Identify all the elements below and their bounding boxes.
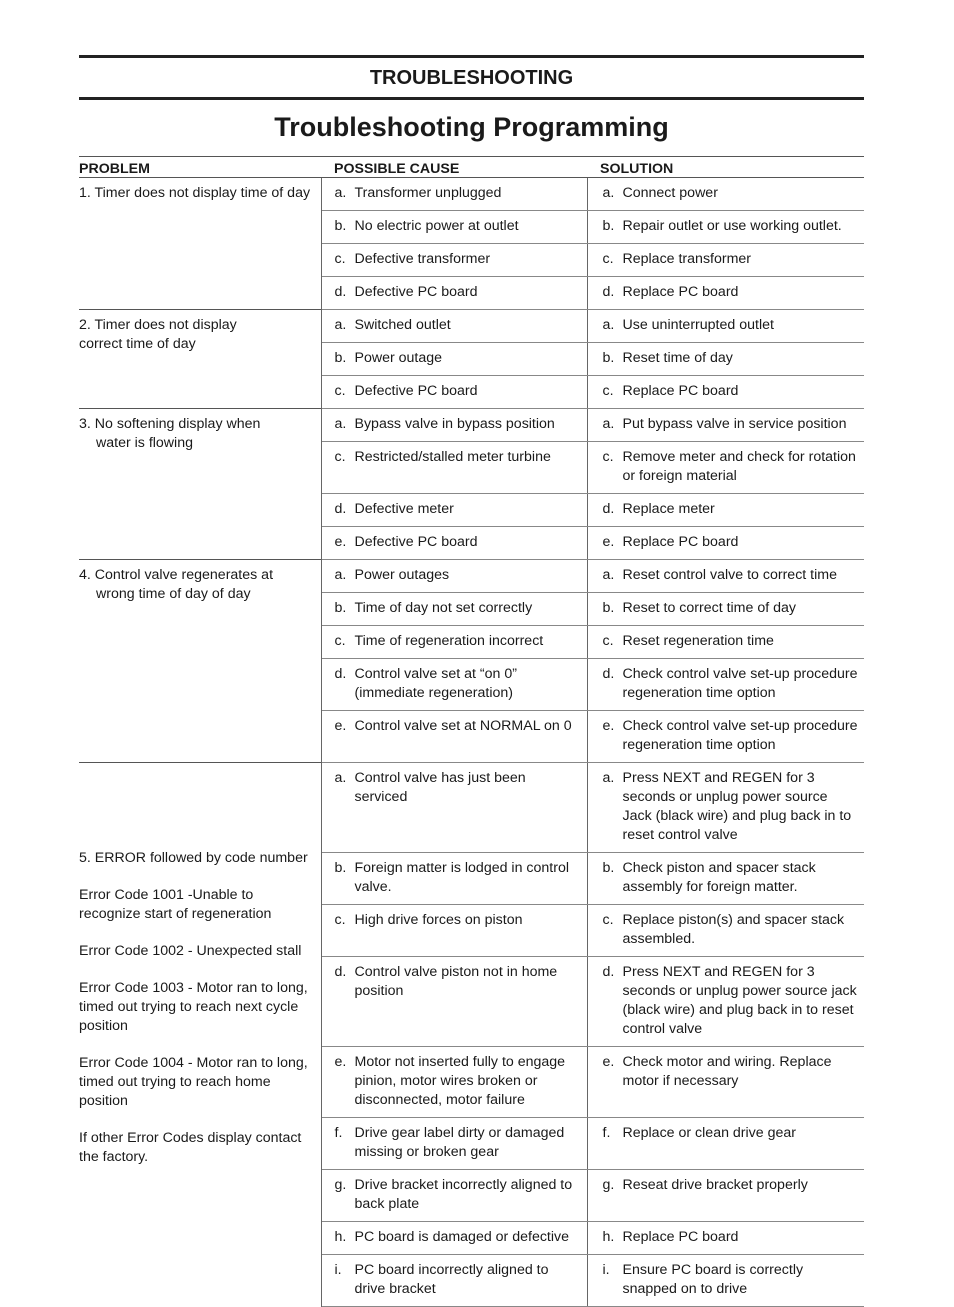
item-letter: e. [602, 534, 615, 550]
problem-text: Error Code 1001 -Unable to recognize start of regeneration [79, 887, 272, 922]
problem-cell [79, 763, 321, 1307]
item-text: Check control valve set-up procedure regeneration time option [622, 718, 858, 753]
item-text: Defective transformer [354, 251, 491, 267]
item-text: High drive forces on piston [354, 912, 523, 928]
table-row [79, 178, 864, 211]
list-item [603, 217, 859, 236]
item-letter: a. [602, 567, 615, 583]
item-text: Press NEXT and REGEN for 3 seconds or unplug power source jack (black wire) and plug back in to reset control valve [622, 964, 857, 1037]
item-letter: b. [602, 600, 615, 616]
item-text: Transformer unplugged [354, 185, 502, 201]
item-text: Replace PC board [622, 1229, 739, 1245]
list-item [335, 1176, 581, 1214]
cause-cell [321, 1170, 587, 1222]
item-letter: d. [602, 501, 615, 517]
list-item [335, 533, 581, 552]
solution-cell [587, 178, 864, 211]
problem-text: If other Error Codes display contact the factory. [79, 1130, 302, 1165]
cause-cell [321, 659, 587, 711]
item-text: Reseat drive bracket properly [622, 1177, 808, 1193]
item-text: Replace or clean drive gear [622, 1125, 796, 1141]
item-letter: d. [334, 666, 347, 682]
problem-text: 5. ERROR followed by code number [79, 850, 308, 866]
item-letter: a. [602, 317, 615, 333]
solution-cell [587, 905, 864, 957]
section-header: TROUBLESHOOTING [369, 67, 574, 89]
cause-cell [321, 711, 587, 763]
solution-cell [587, 409, 864, 442]
list-item [335, 769, 581, 807]
item-letter: g. [334, 1177, 347, 1193]
list-item [603, 566, 859, 585]
problem-text: 3. No softening display when [79, 416, 261, 432]
item-text: PC board incorrectly aligned to drive bracket [354, 1262, 549, 1297]
solution-cell [587, 1118, 864, 1170]
item-letter: e. [334, 718, 347, 734]
item-text: Reset control valve to correct time [622, 567, 837, 583]
list-item [603, 717, 859, 755]
item-text: Check piston and spacer stack assembly for foreign matter. [622, 860, 816, 895]
column-header-solution: SOLUTION [587, 157, 864, 178]
table-header-row [79, 157, 864, 178]
item-letter: a. [602, 770, 615, 786]
item-letter: e. [602, 718, 615, 734]
solution-cell [587, 1170, 864, 1222]
item-text: Drive bracket incorrectly aligned to back plate [354, 1177, 573, 1212]
solution-cell [587, 560, 864, 593]
item-letter: i. [602, 1262, 610, 1278]
item-letter: c. [334, 383, 346, 399]
list-item [335, 1228, 581, 1247]
list-item [603, 283, 859, 302]
item-letter: a. [602, 416, 615, 432]
problem-text: Error Code 1002 - Unexpected stall [79, 943, 302, 959]
list-item [335, 500, 581, 519]
item-text: Foreign matter is lodged in control valve. [354, 860, 569, 895]
item-text: Bypass valve in bypass position [354, 416, 555, 432]
item-letter: a. [602, 185, 615, 201]
item-text: Press NEXT and REGEN for 3 seconds or unplug power source Jack (black wire) and plug back in to reset control valve [622, 770, 852, 843]
item-letter: c. [602, 383, 614, 399]
item-text: Replace PC board [622, 534, 739, 550]
solution-cell [587, 1222, 864, 1255]
cause-cell [321, 527, 587, 560]
table-body [79, 178, 864, 1307]
list-item [603, 769, 859, 845]
problem-text: Error Code 1004 - Motor ran to long, timed out trying to reach home position [79, 1055, 308, 1109]
item-text: Power outages [354, 567, 450, 583]
item-text: Power outage [354, 350, 443, 366]
cause-cell [321, 211, 587, 244]
column-header-cause: POSSIBLE CAUSE [321, 157, 587, 178]
solution-cell [587, 277, 864, 310]
item-text: Replace piston(s) and spacer stack assembled. [622, 912, 845, 947]
item-letter: c. [334, 912, 346, 928]
cause-cell [321, 277, 587, 310]
list-item [603, 316, 859, 335]
cause-cell [321, 853, 587, 905]
item-text: Ensure PC board is correctly snapped on to drive [622, 1262, 804, 1297]
item-text: Check control valve set-up procedure regeneration time option [622, 666, 858, 701]
list-item [335, 448, 581, 467]
solution-cell [587, 1255, 864, 1307]
solution-cell [587, 853, 864, 905]
problem-text: 4. Control valve regenerates at [79, 567, 274, 583]
list-item [603, 1053, 859, 1091]
item-text: Replace PC board [622, 383, 739, 399]
item-letter: e. [602, 1054, 615, 1070]
cause-cell [321, 494, 587, 527]
cause-cell [321, 1047, 587, 1118]
column-header-problem: PROBLEM [79, 157, 321, 178]
item-letter: d. [602, 284, 615, 300]
item-letter: a. [334, 567, 347, 583]
item-text: Connect power [622, 185, 718, 201]
list-item [603, 1124, 859, 1143]
item-letter: b. [602, 350, 615, 366]
problem-text: 1. Timer does not display time of day [79, 185, 311, 201]
solution-cell [587, 1047, 864, 1118]
list-item [335, 382, 581, 401]
item-letter: c. [602, 449, 614, 465]
problem-text: Error Code 1003 - Motor ran to long, timed out trying to reach next cycle position [79, 980, 308, 1034]
list-item [335, 349, 581, 368]
item-letter: c. [602, 912, 614, 928]
cause-cell [321, 1255, 587, 1307]
list-item [335, 911, 581, 930]
list-item [335, 599, 581, 618]
problem-cell [79, 560, 321, 763]
item-letter: c. [602, 633, 614, 649]
item-letter: c. [334, 633, 346, 649]
item-text: No electric power at outlet [354, 218, 519, 234]
item-text: Defective PC board [354, 534, 478, 550]
list-item [603, 665, 859, 703]
item-text: Defective PC board [354, 284, 478, 300]
item-text: Check motor and wiring. Replace motor if necessary [622, 1054, 832, 1089]
solution-cell [587, 211, 864, 244]
item-letter: d. [334, 284, 347, 300]
item-letter: a. [334, 416, 347, 432]
table-row [79, 310, 864, 343]
item-text: Control valve set at NORMAL on 0 [354, 718, 572, 734]
document-page [79, 55, 864, 1307]
solution-cell [587, 442, 864, 494]
item-letter: b. [602, 218, 615, 234]
list-item [335, 250, 581, 269]
solution-cell [587, 626, 864, 659]
cause-cell [321, 409, 587, 442]
item-text: Motor not inserted fully to engage pinion, motor wires broken or disconnected, motor failure [354, 1054, 566, 1108]
solution-cell [587, 244, 864, 277]
list-item [603, 184, 859, 203]
troubleshooting-table [79, 156, 864, 1307]
cause-cell [321, 376, 587, 409]
list-item [335, 665, 581, 703]
solution-cell [587, 343, 864, 376]
item-text: Reset regeneration time [622, 633, 774, 649]
item-text: Time of day not set correctly [354, 600, 533, 616]
cause-cell [321, 1118, 587, 1170]
item-text: Defective meter [354, 501, 454, 517]
cause-cell [321, 244, 587, 277]
item-letter: c. [334, 251, 346, 267]
item-text: Replace meter [622, 501, 715, 517]
list-item [335, 1124, 581, 1162]
list-item [603, 963, 859, 1039]
item-letter: e. [334, 1054, 347, 1070]
solution-cell [587, 957, 864, 1047]
problem-text: correct time of day [79, 336, 196, 352]
cause-cell [321, 593, 587, 626]
item-letter: d. [334, 501, 347, 517]
item-text: Time of regeneration incorrect [354, 633, 544, 649]
item-letter: d. [334, 964, 347, 980]
problem-spacer [79, 763, 317, 849]
solution-cell [587, 659, 864, 711]
item-letter: h. [334, 1229, 347, 1245]
cause-cell [321, 1222, 587, 1255]
problem-cell [79, 178, 321, 310]
item-letter: e. [334, 534, 347, 550]
problem-cell [79, 409, 321, 560]
item-letter: a. [334, 770, 347, 786]
page-title: Troubleshooting Programming [274, 112, 669, 142]
item-text: Drive gear label dirty or damaged missing or broken gear [354, 1125, 565, 1160]
list-item [335, 217, 581, 236]
list-item [335, 859, 581, 897]
solution-cell [587, 376, 864, 409]
table-row [79, 560, 864, 593]
list-item [603, 415, 859, 434]
item-letter: b. [602, 860, 615, 876]
cause-cell [321, 178, 587, 211]
item-letter: a. [334, 317, 347, 333]
item-letter: a. [334, 185, 347, 201]
solution-cell [587, 763, 864, 853]
cause-cell [321, 763, 587, 853]
cause-cell [321, 310, 587, 343]
solution-cell [587, 527, 864, 560]
item-letter: d. [602, 964, 615, 980]
list-item [603, 1176, 859, 1195]
list-item [603, 349, 859, 368]
list-item [335, 963, 581, 1001]
item-text: Put bypass valve in service position [622, 416, 847, 432]
list-item [335, 1053, 581, 1110]
item-letter: i. [334, 1262, 342, 1278]
table-row [79, 763, 864, 853]
item-text: Control valve has just been serviced [354, 770, 526, 805]
list-item [603, 859, 859, 897]
cause-cell [321, 905, 587, 957]
item-letter: g. [602, 1177, 615, 1193]
list-item [335, 717, 581, 736]
list-item [335, 566, 581, 585]
item-text: Remove meter and check for rotation or foreign material [622, 449, 856, 484]
list-item [335, 283, 581, 302]
list-item [603, 911, 859, 949]
item-text: Control valve piston not in home position [354, 964, 558, 999]
list-item [335, 184, 581, 203]
list-item [335, 316, 581, 335]
item-letter: b. [334, 600, 347, 616]
cause-cell [321, 442, 587, 494]
item-text: Use uninterrupted outlet [622, 317, 774, 333]
item-text: Reset to correct time of day [622, 600, 796, 616]
cause-cell [321, 343, 587, 376]
item-letter: b. [334, 860, 347, 876]
list-item [603, 1261, 859, 1299]
list-item [603, 448, 859, 486]
item-letter: c. [602, 251, 614, 267]
cause-cell [321, 957, 587, 1047]
solution-cell [587, 494, 864, 527]
list-item [603, 1228, 859, 1247]
item-text: Control valve set at “on 0” (immediate regeneration) [354, 666, 517, 701]
item-letter: d. [602, 666, 615, 682]
item-letter: h. [602, 1229, 615, 1245]
list-item [335, 632, 581, 651]
item-text: Replace transformer [622, 251, 752, 267]
cause-cell [321, 626, 587, 659]
solution-cell [587, 711, 864, 763]
solution-cell [587, 593, 864, 626]
list-item [335, 1261, 581, 1299]
item-letter: c. [334, 449, 346, 465]
item-text: Reset time of day [622, 350, 733, 366]
list-item [603, 500, 859, 519]
cause-cell [321, 560, 587, 593]
problem-text: water is flowing [96, 435, 193, 451]
list-item [603, 250, 859, 269]
item-text: Switched outlet [354, 317, 451, 333]
problem-text: wrong time of day of day [96, 586, 251, 602]
item-letter: b. [334, 218, 347, 234]
solution-cell [587, 310, 864, 343]
list-item [335, 415, 581, 434]
list-item [603, 599, 859, 618]
problem-text: 2. Timer does not display [79, 317, 237, 333]
item-text: Defective PC board [354, 383, 478, 399]
item-letter: f. [602, 1125, 611, 1141]
list-item [603, 533, 859, 552]
item-text: PC board is damaged or defective [354, 1229, 570, 1245]
item-text: Restricted/stalled meter turbine [354, 449, 551, 465]
item-letter: b. [334, 350, 347, 366]
list-item [603, 382, 859, 401]
item-text: Replace PC board [622, 284, 739, 300]
item-letter: f. [334, 1125, 343, 1141]
item-text: Repair outlet or use working outlet. [622, 218, 842, 234]
problem-cell [79, 310, 321, 409]
table-row [79, 409, 864, 442]
list-item [603, 632, 859, 651]
